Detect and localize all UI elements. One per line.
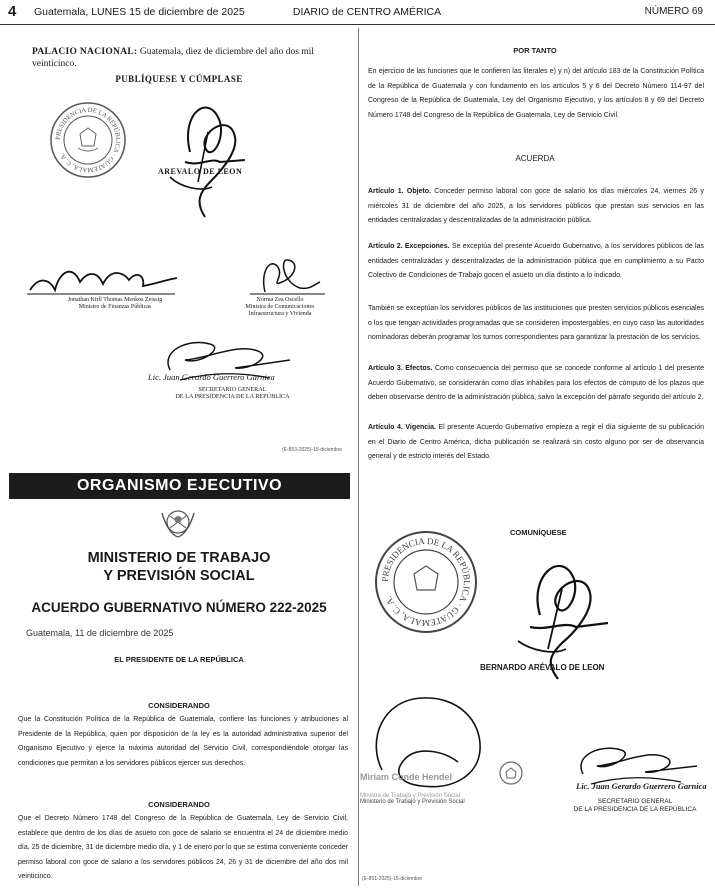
mincom-signature-icon bbox=[240, 242, 330, 300]
svg-text:PRESIDENCIA DE LA REPÚBLICA · bbox=[55, 107, 121, 173]
president-signature-icon bbox=[150, 92, 260, 232]
secretario-name: Lic. Juan Gerardo Guerrero Garnica bbox=[148, 372, 275, 382]
article-2-text: Se exceptúa del presente Acuerdo Gubernativo, a los servidores públicos de las entidades centralizadas y descentralizadas de la administración pública que en cumplimiento a su Pacto Colectivo de Condiciones de Trabajo gocen el asueto un día distinto a lo indicado. bbox=[368, 243, 705, 279]
article-4 bbox=[368, 421, 704, 465]
minfin-name: Jonathan Kirll Thomas Menkos Zeissig bbox=[67, 297, 163, 303]
ministry-title-line-1: MINISTERIO DE TRABAJO bbox=[87, 550, 271, 566]
header-date: Guatemala, LUNES 15 de diciembre de 2025 bbox=[34, 6, 245, 18]
article-4-label: Artículo 4. Vigencia. bbox=[368, 424, 436, 431]
mintrab-name: Miriam Conde Hendel bbox=[360, 772, 453, 782]
por-tanto-heading: POR TANTO bbox=[513, 46, 557, 55]
acuerdo-title: ACUERDO GUBERNATIVO NÚMERO 222-2025 bbox=[31, 600, 327, 615]
mintrab-title-1: Ministra de Trabajo y Previsión Social bbox=[360, 793, 461, 799]
presidente-heading: EL PRESIDENTE DE LA REPÚBLICA bbox=[114, 655, 244, 664]
palacio-label: PALACIO NACIONAL: bbox=[32, 47, 138, 57]
bernardo-signature-name: BERNARDO ARÉVALO DE LEON bbox=[480, 663, 605, 672]
section-banner: ORGANISMO EJECUTIVO bbox=[9, 473, 350, 499]
issue-number: NÚMERO 69 bbox=[644, 6, 703, 17]
secretario-2-title-2: DE LA PRESIDENCIA DE LA REPÚBLICA bbox=[573, 806, 697, 813]
mintrab-title-2: Ministerio de Trabajo y Previsión Social bbox=[360, 799, 465, 805]
presidency-seal-2-icon bbox=[372, 528, 480, 636]
secretario-name-2: Lic. Juan Gerardo Guerrero Garnica bbox=[576, 781, 707, 791]
mintrab-title-block bbox=[360, 793, 500, 805]
secretario-title-2: DE LA PRESIDENCIA DE LA REPÚBLICA bbox=[175, 393, 290, 400]
article-3-label: Artículo 3. Efectos. bbox=[368, 365, 433, 372]
article-3-text: Como consecuencia del permiso que se concede conforme al artículo 1 del presente Acuerdo Gubernativo, se considerarán como días inhábiles para los efectos de cómputo de los plazos que deben observarse dentro de la administración pública, salvo la excepción del párrafo segundo del artículo 2. bbox=[368, 365, 704, 401]
article-2 bbox=[368, 240, 704, 284]
secretario-title-block bbox=[160, 386, 305, 400]
publication-reference-2: (E-851-2025)-15-diciembre bbox=[362, 876, 423, 882]
mintrab-signature-icon bbox=[362, 690, 502, 800]
ministry-title-line-2: Y PREVISIÓN SOCIAL bbox=[103, 568, 255, 584]
considerando-paragraph-2: Que el Decreto Número 1748 del Congreso de la República de Guatemala, Ley de Servicio Civil, establece que dentro de los días de asueto con goce de salario se encuentra el 24 de diciembre medio día, 25 de diciembre, 31 de diciembre medio día, y 1 de enero por lo que se estima conveniente conceder permiso laboral con goce de salario a los servidores públicos 24, 26 y 31 de diciembre del año dos mil veinticinco. bbox=[18, 815, 348, 880]
article-1-label: Artículo 1. Objeto. bbox=[368, 188, 431, 195]
acuerda-heading: ACUERDA bbox=[515, 154, 555, 163]
considerando-heading-2: CONSIDERANDO bbox=[148, 800, 210, 809]
mincom-name: Norma Zea Oscello bbox=[256, 297, 304, 303]
presidency-seal-icon bbox=[48, 100, 128, 180]
article-1-text: Conceder permiso laboral con goce de salario los días miércoles 24, viernes 26 y miércoles 31 de diciembre del año 2025, a los servidores públicos que prestan sus servicios en las entidades centralizadas y descentralizadas de la administración pública. bbox=[368, 188, 704, 224]
article-2-paragraph-2: También se exceptúan los servidores públicos de las instituciones que presten servicios públicos esenciales o los que tengan actividades programadas que se consideren impostergables, en cuyo caso las autoridades nominadoras deberán programar los turnos correspondientes para garantizar la prestación de los servicios. bbox=[368, 305, 704, 341]
secretario-2-title-1: SECRETARIO GENERAL bbox=[597, 798, 673, 805]
mincom-signature-block bbox=[200, 297, 360, 318]
article-4-text: El presente Acuerdo Gubernativo empieza a regir el día siguiente de su publicación en el Diario de Centro América, dicha publicación se realizará sin costo alguno por ser de observancia general y de estricto interés del Estado. bbox=[368, 424, 704, 460]
document-date: Guatemala, 11 de diciembre de 2025 bbox=[26, 628, 174, 638]
considerando-paragraph-1: Que la Constitución Política de la República de Guatemala, confiere las funciones y atribuciones al Presidente de la República, quien por disposición de la ley es la autoridad administrativa superior del Organismo Ejecutivo y ejerce la máxima autoridad del Servicio Civil, correspondiéndole otorgar las condiciones que permitan a los servidores públicos ejercer sus derechos. bbox=[18, 716, 348, 767]
coat-of-arms-icon bbox=[158, 503, 198, 541]
minfin-signature-block bbox=[40, 297, 190, 311]
palacio-nacional-line bbox=[32, 46, 352, 70]
minfin-title: Ministro de Finanzas Públicas bbox=[78, 304, 152, 310]
ministry-title bbox=[0, 549, 358, 585]
secretario-title-block-2 bbox=[560, 798, 710, 814]
newspaper-title: DIARIO de CENTRO AMÉRICA bbox=[292, 6, 442, 18]
publication-reference: (E-853-2025)-15-diciembre bbox=[282, 447, 343, 453]
article-1 bbox=[368, 185, 704, 229]
column-divider bbox=[358, 28, 359, 886]
palacio-text: Guatemala, diez de diciembre del año dos mil veinticinco. bbox=[32, 47, 314, 69]
arevalo-signature-name: AREVALO DE LEON bbox=[158, 167, 243, 176]
seal-text: PRESIDENCIA DE LA REPÚBLICA · GUATEMALA, C. A. bbox=[54, 106, 122, 174]
article-3 bbox=[368, 362, 704, 406]
page-number: 4 bbox=[8, 3, 17, 20]
publiquese-heading: PUBLÍQUESE Y CÚMPLASE bbox=[115, 74, 243, 84]
ministry-seal-icon bbox=[498, 760, 524, 786]
mincom-title-1: Ministra de Comunicaciones bbox=[245, 304, 315, 310]
seal-2-text: PRESIDENCIA DE LA REPÚBLICA · GUATEMALA, C. A. bbox=[379, 535, 473, 629]
secretario-title-1: SECRETARIO GENERAL bbox=[198, 386, 267, 393]
article-2-label: Artículo 2. Excepciones. bbox=[368, 243, 450, 250]
mincom-title-2: Infraestructura y Vivienda bbox=[248, 311, 312, 317]
comuniquese-heading: COMUNÍQUESE bbox=[510, 528, 567, 537]
considerando-heading-1: CONSIDERANDO bbox=[148, 701, 210, 710]
por-tanto-paragraph: En ejercicio de las funciones que le confieren las literales e) y n) del artículo 183 de la Constitución Política de la República de Guatemala y con fundamento en los artículos 5 y 6 del Decreto Número 114-97 del Congreso de la República de Guatemala, Ley del Organismo Ejecutivo, y los artículos 8 y 69 del Decreto Número 1748 del Congreso de la República de Guatemala, Ley de Servicio Civil. bbox=[368, 68, 704, 119]
